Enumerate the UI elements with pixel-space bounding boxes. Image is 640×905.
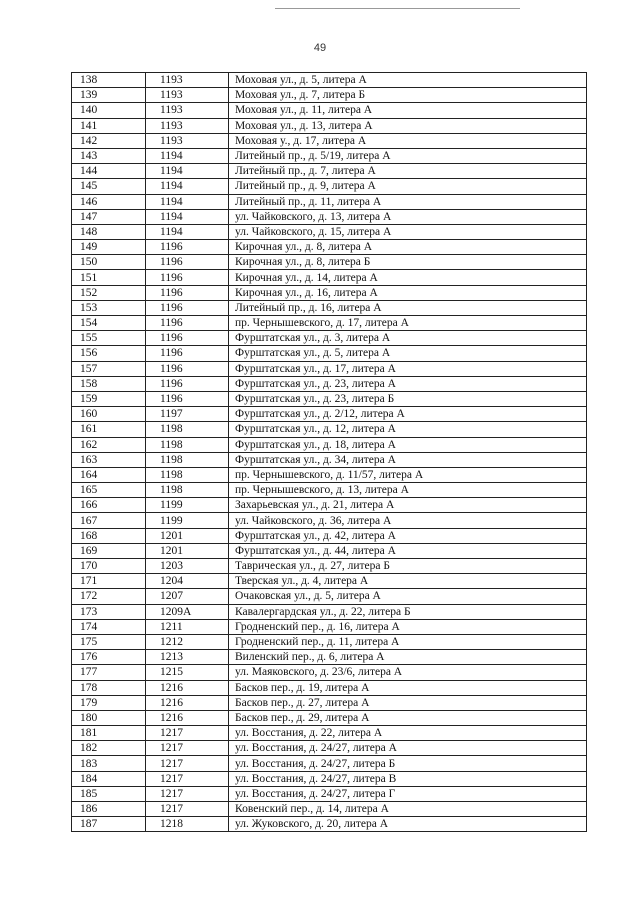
- table-row: [72, 680, 587, 695]
- block-number-cell: 1216: [146, 680, 229, 695]
- address-cell: Моховая ул., д. 11, литера А: [229, 103, 587, 118]
- block-number-cell: 1198: [146, 452, 229, 467]
- row-number-cell: 155: [72, 331, 146, 346]
- row-number-cell: 143: [72, 148, 146, 163]
- block-number-cell: 1201: [146, 543, 229, 558]
- address-cell: Кирочная ул., д. 8, литера Б: [229, 255, 587, 270]
- block-number-cell: 1196: [146, 316, 229, 331]
- block-number-cell: 1194: [146, 164, 229, 179]
- address-cell: Кирочная ул., д. 14, литера А: [229, 270, 587, 285]
- row-number-cell: 174: [72, 619, 146, 634]
- block-number-cell: 1193: [146, 88, 229, 103]
- row-number-cell: 154: [72, 316, 146, 331]
- table-row: [72, 255, 587, 270]
- table-row: [72, 589, 587, 604]
- row-number-cell: 166: [72, 498, 146, 513]
- address-cell: Фурштатская ул., д. 12, литера А: [229, 422, 587, 437]
- block-number-cell: 1216: [146, 710, 229, 725]
- table-row: [72, 194, 587, 209]
- address-cell: Моховая ул., д. 13, литера А: [229, 118, 587, 133]
- address-cell: Литейный пр., д. 9, литера А: [229, 179, 587, 194]
- table-row: [72, 103, 587, 118]
- table-row: [72, 726, 587, 741]
- address-cell: пр. Чернышевского, д. 11/57, литера А: [229, 467, 587, 482]
- block-number-cell: 1198: [146, 467, 229, 482]
- address-cell: Виленский пер., д. 6, литера А: [229, 650, 587, 665]
- row-number-cell: 170: [72, 559, 146, 574]
- block-number-cell: 1198: [146, 437, 229, 452]
- row-number-cell: 179: [72, 695, 146, 710]
- row-number-cell: 156: [72, 346, 146, 361]
- row-number-cell: 146: [72, 194, 146, 209]
- address-cell: Фурштатская ул., д. 42, литера А: [229, 528, 587, 543]
- row-number-cell: 151: [72, 270, 146, 285]
- block-number-cell: 1196: [146, 376, 229, 391]
- block-number-cell: 1194: [146, 194, 229, 209]
- page-number: 49: [313, 42, 327, 54]
- address-cell: Моховая у., д. 17, литера А: [229, 133, 587, 148]
- block-number-cell: 1217: [146, 741, 229, 756]
- row-number-cell: 150: [72, 255, 146, 270]
- row-number-cell: 187: [72, 817, 146, 832]
- address-cell: Фурштатская ул., д. 34, литера А: [229, 452, 587, 467]
- table-row: [72, 756, 587, 771]
- block-number-cell: 1197: [146, 407, 229, 422]
- address-cell: пр. Чернышевского, д. 17, литера А: [229, 316, 587, 331]
- table-row: [72, 164, 587, 179]
- block-number-cell: 1193: [146, 103, 229, 118]
- address-cell: пр. Чернышевского, д. 13, литера А: [229, 483, 587, 498]
- row-number-cell: 169: [72, 543, 146, 558]
- address-cell: Фурштатская ул., д. 17, литера А: [229, 361, 587, 376]
- address-cell: Моховая ул., д. 5, литера А: [229, 73, 587, 88]
- table-row: [72, 437, 587, 452]
- address-cell: Захарьевская ул., д. 21, литера А: [229, 498, 587, 513]
- row-number-cell: 176: [72, 650, 146, 665]
- table-row: [72, 665, 587, 680]
- table-row: [72, 604, 587, 619]
- row-number-cell: 183: [72, 756, 146, 771]
- table-row: [72, 73, 587, 88]
- address-cell: Фурштатская ул., д. 23, литера Б: [229, 391, 587, 406]
- table-row: [72, 543, 587, 558]
- table-row: [72, 786, 587, 801]
- row-number-cell: 153: [72, 300, 146, 315]
- row-number-cell: 152: [72, 285, 146, 300]
- table-row: [72, 467, 587, 482]
- address-cell: ул. Жуковского, д. 20, литера А: [229, 817, 587, 832]
- block-number-cell: 1196: [146, 346, 229, 361]
- block-number-cell: 1211: [146, 619, 229, 634]
- table-row: [72, 695, 587, 710]
- block-number-cell: 1217: [146, 786, 229, 801]
- row-number-cell: 186: [72, 802, 146, 817]
- address-cell: Гродненский пер., д. 11, литера А: [229, 634, 587, 649]
- row-number-cell: 163: [72, 452, 146, 467]
- table-row: [72, 270, 587, 285]
- block-number-cell: 1217: [146, 756, 229, 771]
- block-number-cell: 1196: [146, 285, 229, 300]
- table-row: [72, 498, 587, 513]
- table-row: [72, 376, 587, 391]
- table-row: [72, 528, 587, 543]
- row-number-cell: 144: [72, 164, 146, 179]
- block-number-cell: 1193: [146, 73, 229, 88]
- block-number-cell: 1194: [146, 209, 229, 224]
- table-row: [72, 452, 587, 467]
- address-cell: Фурштатская ул., д. 23, литера А: [229, 376, 587, 391]
- address-cell: Литейный пр., д. 7, литера А: [229, 164, 587, 179]
- block-number-cell: 1203: [146, 559, 229, 574]
- block-number-cell: 1217: [146, 771, 229, 786]
- address-cell: Кирочная ул., д. 8, литера А: [229, 240, 587, 255]
- block-number-cell: 1196: [146, 300, 229, 315]
- address-cell: ул. Восстания, д. 24/27, литера Г: [229, 786, 587, 801]
- row-number-cell: 185: [72, 786, 146, 801]
- row-number-cell: 181: [72, 726, 146, 741]
- row-number-cell: 140: [72, 103, 146, 118]
- table-row: [72, 346, 587, 361]
- row-number-cell: 165: [72, 483, 146, 498]
- table-row: [72, 88, 587, 103]
- table-row: [72, 422, 587, 437]
- row-number-cell: 173: [72, 604, 146, 619]
- address-cell: Ковенский пер., д. 14, литера А: [229, 802, 587, 817]
- table-row: [72, 710, 587, 725]
- block-number-cell: 1196: [146, 270, 229, 285]
- block-number-cell: 1196: [146, 255, 229, 270]
- address-cell: ул. Чайковского, д. 15, литера А: [229, 224, 587, 239]
- address-cell: ул. Чайковского, д. 36, литера А: [229, 513, 587, 528]
- address-cell: Гродненский пер., д. 16, литера А: [229, 619, 587, 634]
- row-number-cell: 172: [72, 589, 146, 604]
- table-row: [72, 118, 587, 133]
- block-number-cell: 1217: [146, 802, 229, 817]
- row-number-cell: 138: [72, 73, 146, 88]
- address-cell: Моховая ул., д. 7, литера Б: [229, 88, 587, 103]
- row-number-cell: 159: [72, 391, 146, 406]
- address-cell: Очаковская ул., д. 5, литера А: [229, 589, 587, 604]
- block-number-cell: 1199: [146, 498, 229, 513]
- address-cell: Литейный пр., д. 11, литера А: [229, 194, 587, 209]
- address-cell: Литейный пр., д. 5/19, литера А: [229, 148, 587, 163]
- address-cell: Фурштатская ул., д. 5, литера А: [229, 346, 587, 361]
- block-number-cell: 1199: [146, 513, 229, 528]
- address-cell: Басков пер., д. 29, литера А: [229, 710, 587, 725]
- table-row: [72, 574, 587, 589]
- address-cell: Тверская ул., д. 4, литера А: [229, 574, 587, 589]
- table-row: [72, 133, 587, 148]
- table-row: [72, 407, 587, 422]
- table-row: [72, 148, 587, 163]
- table-row: [72, 483, 587, 498]
- address-cell: Кавалергардская ул., д. 22, литера Б: [229, 604, 587, 619]
- address-cell: Литейный пр., д. 16, литера А: [229, 300, 587, 315]
- table-row: [72, 513, 587, 528]
- row-number-cell: 145: [72, 179, 146, 194]
- table-row: [72, 817, 587, 832]
- row-number-cell: 147: [72, 209, 146, 224]
- address-cell: Фурштатская ул., д. 2/12, литера А: [229, 407, 587, 422]
- block-number-cell: 1194: [146, 148, 229, 163]
- block-number-cell: 1201: [146, 528, 229, 543]
- block-number-cell: 1196: [146, 240, 229, 255]
- row-number-cell: 177: [72, 665, 146, 680]
- table-row: [72, 300, 587, 315]
- address-cell: ул. Маяковского, д. 23/6, литера А: [229, 665, 587, 680]
- row-number-cell: 178: [72, 680, 146, 695]
- address-cell: Фурштатская ул., д. 18, литера А: [229, 437, 587, 452]
- table-row: [72, 771, 587, 786]
- row-number-cell: 149: [72, 240, 146, 255]
- row-number-cell: 162: [72, 437, 146, 452]
- address-cell: Басков пер., д. 19, литера А: [229, 680, 587, 695]
- row-number-cell: 180: [72, 710, 146, 725]
- row-number-cell: 168: [72, 528, 146, 543]
- row-number-cell: 141: [72, 118, 146, 133]
- row-number-cell: 164: [72, 467, 146, 482]
- row-number-cell: 148: [72, 224, 146, 239]
- table-body: [72, 73, 587, 832]
- table-row: [72, 316, 587, 331]
- address-cell: Таврическая ул., д. 27, литера Б: [229, 559, 587, 574]
- address-cell: ул. Восстания, д. 24/27, литера Б: [229, 756, 587, 771]
- row-number-cell: 167: [72, 513, 146, 528]
- block-number-cell: 1194: [146, 179, 229, 194]
- block-number-cell: 1196: [146, 331, 229, 346]
- block-number-cell: 1216: [146, 695, 229, 710]
- row-number-cell: 139: [72, 88, 146, 103]
- table-row: [72, 650, 587, 665]
- table-row: [72, 634, 587, 649]
- address-cell: Басков пер., д. 27, литера А: [229, 695, 587, 710]
- address-cell: Фурштатская ул., д. 3, литера А: [229, 331, 587, 346]
- top-rule: [275, 8, 520, 9]
- row-number-cell: 182: [72, 741, 146, 756]
- table-row: [72, 331, 587, 346]
- table-row: [72, 391, 587, 406]
- block-number-cell: 1193: [146, 133, 229, 148]
- table-row: [72, 179, 587, 194]
- address-cell: ул. Восстания, д. 22, литера А: [229, 726, 587, 741]
- row-number-cell: 160: [72, 407, 146, 422]
- block-number-cell: 1193: [146, 118, 229, 133]
- table-row: [72, 240, 587, 255]
- block-number-cell: 1215: [146, 665, 229, 680]
- table-row: [72, 209, 587, 224]
- block-number-cell: 1207: [146, 589, 229, 604]
- row-number-cell: 175: [72, 634, 146, 649]
- table-row: [72, 741, 587, 756]
- block-number-cell: 1198: [146, 483, 229, 498]
- block-number-cell: 1196: [146, 391, 229, 406]
- block-number-cell: 1196: [146, 361, 229, 376]
- block-number-cell: 1204: [146, 574, 229, 589]
- block-number-cell: 1194: [146, 224, 229, 239]
- address-cell: ул. Восстания, д. 24/27, литера А: [229, 741, 587, 756]
- block-number-cell: 1209А: [146, 604, 229, 619]
- block-number-cell: 1198: [146, 422, 229, 437]
- address-cell: Фурштатская ул., д. 44, литера А: [229, 543, 587, 558]
- table-row: [72, 285, 587, 300]
- table-row: [72, 802, 587, 817]
- row-number-cell: 184: [72, 771, 146, 786]
- row-number-cell: 161: [72, 422, 146, 437]
- row-number-cell: 171: [72, 574, 146, 589]
- block-number-cell: 1212: [146, 634, 229, 649]
- address-table: [71, 72, 587, 832]
- row-number-cell: 158: [72, 376, 146, 391]
- row-number-cell: 157: [72, 361, 146, 376]
- address-cell: Кирочная ул., д. 16, литера А: [229, 285, 587, 300]
- address-cell: ул. Чайковского, д. 13, литера А: [229, 209, 587, 224]
- table-row: [72, 619, 587, 634]
- block-number-cell: 1213: [146, 650, 229, 665]
- table-row: [72, 361, 587, 376]
- row-number-cell: 142: [72, 133, 146, 148]
- block-number-cell: 1218: [146, 817, 229, 832]
- block-number-cell: 1217: [146, 726, 229, 741]
- address-cell: ул. Восстания, д. 24/27, литера В: [229, 771, 587, 786]
- table-row: [72, 224, 587, 239]
- table-row: [72, 559, 587, 574]
